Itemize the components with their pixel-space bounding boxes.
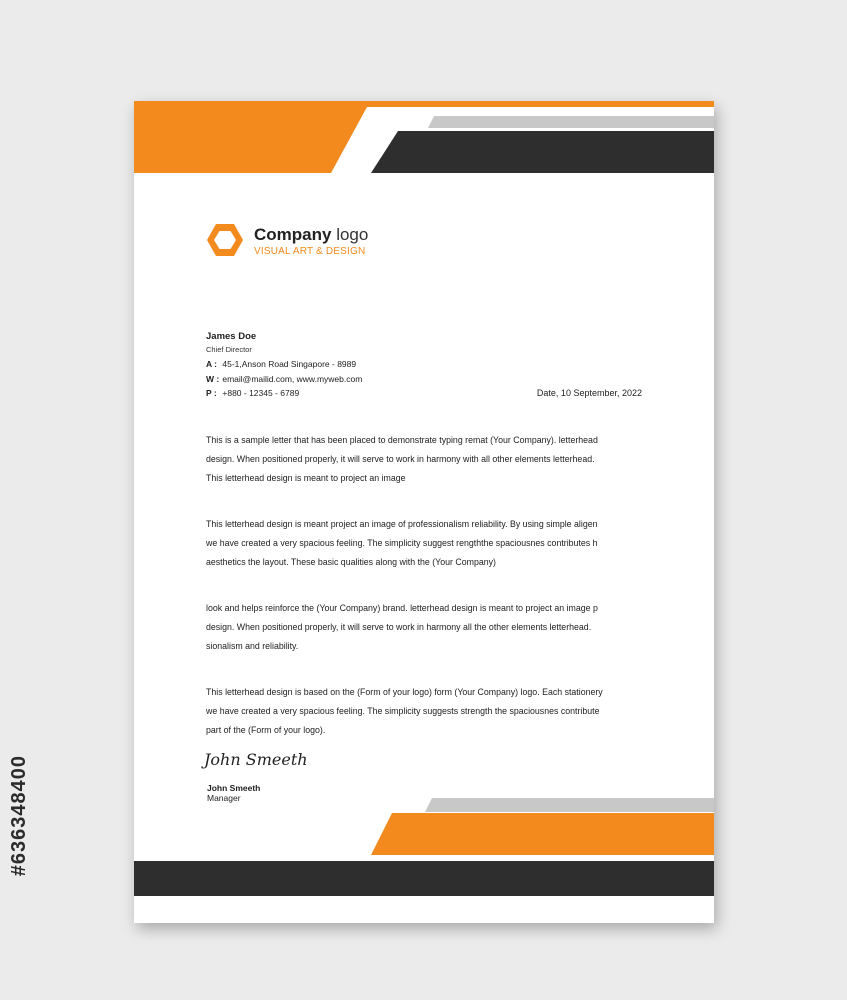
- logo-name: [254, 225, 368, 245]
- header-gray-band: [428, 116, 714, 128]
- logo-tagline: VISUAL ART & DESIGN: [254, 246, 366, 257]
- paragraph-line: we have created a very spacious feeling. The simplicity suggests strength the spaciousnes contribute: [206, 706, 600, 716]
- paragraph-line: aesthetics the layout. These basic qualities along with the (Your Company): [206, 557, 496, 567]
- sender-block: [206, 331, 362, 403]
- paragraph-line: design. When positioned properly, it will serve to work in harmony with all other elements letterhead.: [206, 454, 595, 464]
- sender-name: James Doe: [206, 331, 257, 342]
- sender-title: Chief Director: [206, 345, 252, 354]
- sender-address-row: [206, 359, 362, 374]
- signer-name: John Smeeth: [207, 783, 261, 793]
- letter-date: Date, 10 September, 2022: [536, 388, 642, 398]
- paragraph-line: This is a sample letter that has been placed to demonstrate typing remat (Your Company). letterhead: [206, 435, 598, 445]
- web-label: W :: [206, 373, 220, 384]
- header-dark-band: [371, 131, 714, 173]
- paragraph-line: This letterhead design is based on the (Form of your logo) form (Your Company) logo. Each stationery: [206, 687, 603, 697]
- paragraph-line: we have created a very spacious feeling. The simplicity suggest rengththe spaciousnes contributes h: [206, 538, 598, 548]
- letter-body: [206, 431, 642, 767]
- sender-address: 45-1,Anson Road Singapore - 8989: [222, 359, 357, 369]
- signer-block: [207, 783, 260, 803]
- paragraph: [206, 599, 642, 656]
- paragraph-line: part of the (Form of your logo).: [206, 725, 326, 735]
- paragraph-line: design. When positioned properly, it will serve to work in harmony all the other elements letterhead.: [206, 622, 592, 632]
- letterhead-page: [134, 101, 714, 923]
- paragraph-line: This letterhead design is meant to project an image: [206, 473, 406, 483]
- logo-name-light: logo: [336, 225, 369, 244]
- paragraph-line: sionalism and reliability.: [206, 641, 299, 651]
- company-logo: [206, 222, 446, 262]
- address-label: A :: [206, 359, 218, 369]
- sender-web: email@mailid.com, www.myweb.com: [222, 373, 363, 384]
- paragraph: [206, 683, 642, 740]
- footer-orange-band: [371, 813, 714, 855]
- sender-web-row: [206, 374, 362, 389]
- footer-gray-band: [425, 798, 714, 812]
- sender-phone-row: [206, 388, 362, 403]
- paragraph: [206, 515, 642, 572]
- paragraph: [206, 431, 642, 488]
- handwritten-signature: John Smeeth: [204, 750, 308, 769]
- sender-phone: +880 - 12345 - 6789: [222, 388, 300, 398]
- stock-id: #636348400: [8, 755, 30, 877]
- hexagon-icon: [206, 222, 244, 258]
- phone-label: P :: [206, 388, 217, 398]
- paragraph-line: look and helps reinforce the (Your Company) brand. letterhead design is meant to project an image p: [206, 603, 598, 613]
- logo-name-bold: Company: [254, 225, 332, 244]
- signer-role: Manager: [207, 793, 241, 803]
- paragraph-line: This letterhead design is meant project an image of professionalism reliability. By using simple aligen: [206, 519, 598, 529]
- footer-dark-band: [134, 861, 714, 896]
